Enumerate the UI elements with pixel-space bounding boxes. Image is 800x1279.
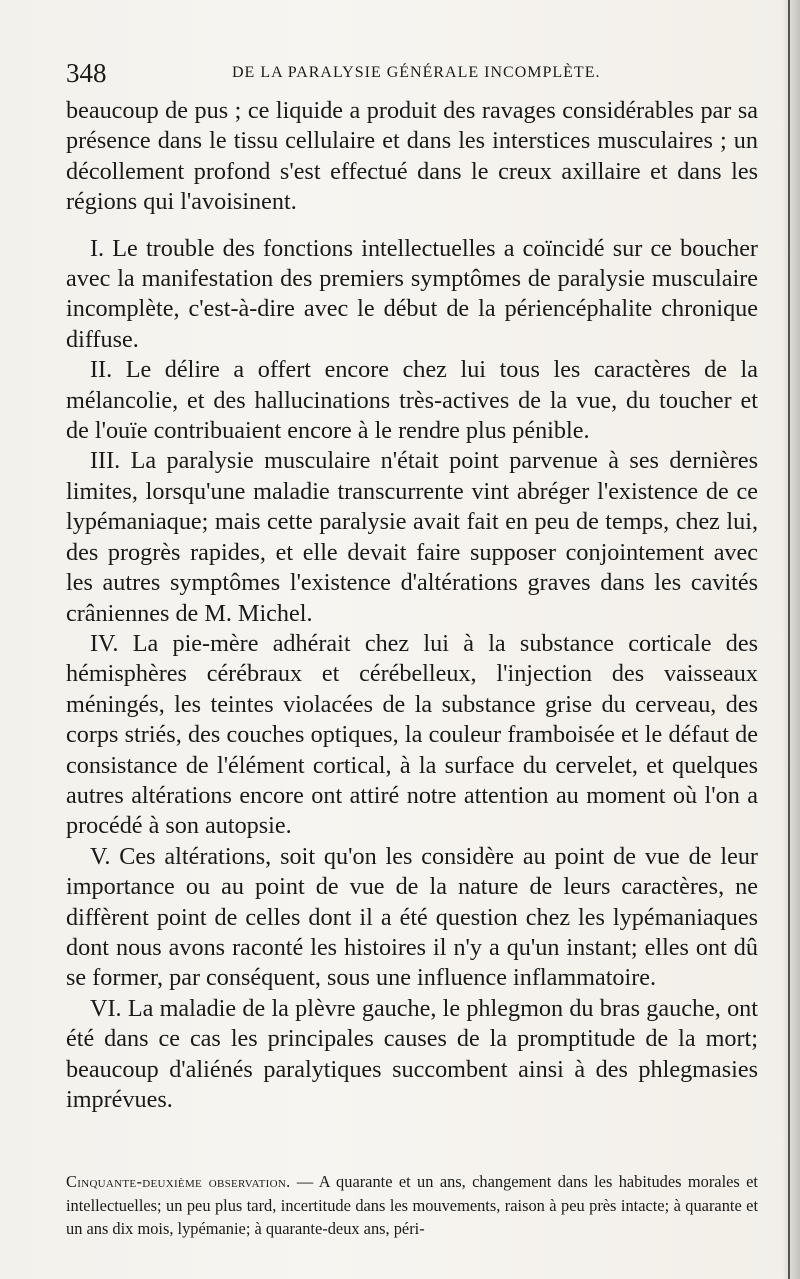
observation-note <box>66 1170 758 1241</box>
running-head: DE LA PARALYSIE GÉNÉRALE INCOMPLÈTE. <box>232 64 601 81</box>
body-text <box>66 96 758 1115</box>
page-header <box>66 58 756 88</box>
item-paragraph-4: IV. La pie-mère adhérait chez lui à la substance corticale des hémisphères cérébraux et cérébelleux, l'injection des vaisseaux méningés, les teintes violacées de la substance grise du cerveau, des corps striés, des couches optiques, la couleur framboisée et le défaut de consistance de l'élément cortical, à la surface du cervelet, et quelques autres altérations encore ont attiré notre attention au moment où l'on a procédé à son autopsie. <box>66 629 758 840</box>
opening-paragraph: beaucoup de pus ; ce liquide a produit des ravages considérables par sa présence dans le tissu cellulaire et dans les interstices musculaires ; un décollement profond s'est effectué dans le creux axillaire et dans les régions qui l'avoisinent. <box>66 97 758 216</box>
page-number: 348 <box>66 58 107 88</box>
page-edge-line <box>788 0 790 1279</box>
observation-label: Cinquante-deuxième observation. <box>66 1172 291 1191</box>
item-paragraph-2: II. Le délire a offert encore chez lui tous les caractères de la mélancolie, et des hallucinations très-actives de la vue, du toucher et de l'ouïe contribuaient encore à le rendre plus pénible. <box>66 356 758 445</box>
item-paragraph-5: V. Ces altérations, soit qu'on les considère au point de vue de leur importance ou au point de vue de la nature de leurs caractères, ne diffèrent point de celles dont il a été question chez les lypémaniaques dont nous avons raconté les histoires il n'y a qu'un instant; elles ont dû se former, par conséquent, sous une influence inflammatoire. <box>66 842 758 992</box>
item-paragraph-1: I. Le trouble des fonctions intellectuelles a coïncidé sur ce boucher avec la manifestation des premiers symptômes de paralysie musculaire incomplète, c'est-à-dire avec le début de la périencéphalite chronique diffuse. <box>66 234 758 353</box>
item-paragraph-3: III. La paralysie musculaire n'était point parvenue à ses dernières limites, lorsqu'une maladie transcurrente vint abréger l'existence de ce lypémaniaque; mais cette paralysie avait fait en peu de temps, chez lui, des progrès rapides, et elle devait faire supposer conjointement avec les autres symptômes l'existence d'altérations graves dans les cavités crâniennes de M. Michel. <box>66 447 758 627</box>
item-paragraph-6: VI. La maladie de la plèvre gauche, le phlegmon du bras gauche, ont été dans ce cas les principales causes de la promptitude de la mort; beaucoup d'aliénés paralytiques succombent ainsi à des phlegmasies imprévues. <box>66 994 758 1113</box>
page-edge-shadow <box>782 0 800 1279</box>
observation-text: — A quarante et un ans, changement dans les habitudes morales et intellectuelles; un peu plus tard, incertitude dans les mouvements, raison à peu près intacte; à quarante et un ans dix mois, lypémanie; à quarante-deux ans, péri- <box>66 1172 758 1238</box>
